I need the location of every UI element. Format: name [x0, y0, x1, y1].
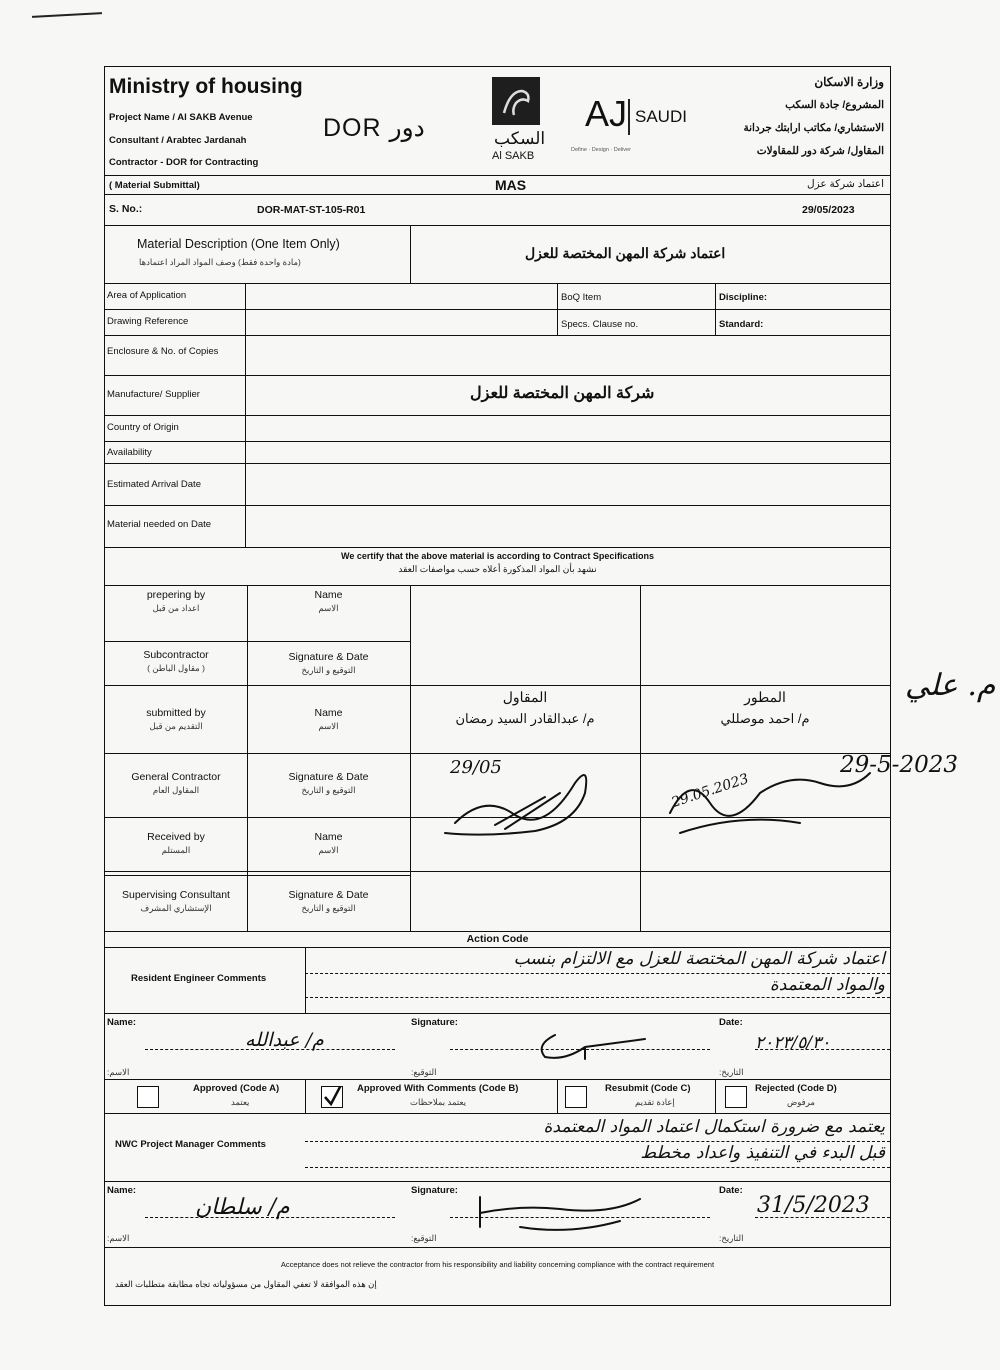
- sigdate-label-1: Signature & Date: [288, 651, 369, 663]
- pm-comment-line-2: قبل البدء في التنفيذ واعداد مخطط: [640, 1143, 885, 1163]
- general-contractor-label-ar: المقاول العام: [152, 785, 200, 795]
- ar-submittal-label: اعتماد شركة عزل: [806, 178, 884, 190]
- enclosure-label: Enclosure & No. of Copies: [107, 346, 219, 357]
- re-date-label-ar: :التاريخ: [719, 1067, 744, 1077]
- pm-name-handwritten: م/ سلطان: [195, 1195, 290, 1220]
- sigdate-label-2: Signature & Date: [288, 771, 369, 783]
- pm-date-label-ar: :التاريخ: [719, 1233, 744, 1243]
- re-date-handwritten: ٢٠٢٣/٥/٣٠: [755, 1033, 831, 1053]
- availability-label: Availability: [107, 447, 152, 458]
- preparing-by-label-ar: اعداد من قبل: [152, 603, 200, 613]
- name-label-3-ar: الاسم: [318, 845, 339, 855]
- sakb-logo-icon: [492, 77, 540, 125]
- subcontractor-label-ar: ( مقاول الباطن ): [147, 663, 205, 673]
- rejected-code-d-label-ar: مرفوض: [787, 1097, 815, 1107]
- sigdate-label-1-ar: التوقيع و التاريخ: [301, 665, 356, 675]
- submittal-date: 29/05/2023: [802, 204, 855, 216]
- resident-engineer-comments-label: Resident Engineer Comments: [131, 973, 267, 984]
- mas-label: MAS: [495, 177, 527, 193]
- submitted-by-label-ar: التقديم من قبل: [149, 721, 203, 731]
- material-desc-value: اعتماد شركة المهن المختصة للعزل: [525, 245, 726, 261]
- contractor-signature: [425, 753, 635, 843]
- contractor-party-title: المقاول: [502, 689, 548, 705]
- developer-signature: [650, 753, 890, 853]
- pm-signature-label-ar: :التوقيع: [411, 1233, 437, 1243]
- pm-signature: [460, 1187, 650, 1237]
- name-label-2-ar: الاسم: [318, 721, 339, 731]
- ar-ministry: وزارة الاسكان: [814, 75, 884, 89]
- project-name: Project Name / Al SAKB Avenue: [109, 112, 253, 123]
- pm-date-label: Date:: [719, 1185, 743, 1196]
- rejected-code-d-checkbox[interactable]: [725, 1086, 747, 1108]
- ar-contractor: المقاول/ شركة دور للمقاولات: [756, 145, 884, 157]
- material-desc-label: Material Description (One Item Only): [137, 237, 340, 251]
- specs-clause-label: Specs. Clause no.: [561, 319, 639, 330]
- subcontractor-label: Subcontractor: [143, 649, 209, 661]
- approved-code-b-checkbox[interactable]: [321, 1086, 343, 1108]
- re-date-label: Date:: [719, 1017, 743, 1028]
- certify-text-ar: نشهد بأن المواد المذكورة أعلاه حسب مواصفات العقد: [398, 564, 597, 574]
- supervising-consultant-label-ar: الإستشاري المشرف: [140, 903, 212, 913]
- consultant-name: Consultant / Arabtec Jardanah: [109, 135, 247, 146]
- aj-logo-divider: [628, 99, 630, 135]
- name-label-1-ar: الاسم: [318, 603, 339, 613]
- approved-code-b-label-ar: يعتمد بملاحظات: [410, 1097, 466, 1107]
- aj-tagline: Define · Design · Deliver: [571, 147, 631, 153]
- re-comment-line-2: والمواد المعتمدة: [769, 975, 885, 995]
- dor-logo: DOR دور: [323, 114, 425, 142]
- pm-name-label-ar: :الاسم: [107, 1233, 130, 1243]
- re-name-label-ar: :الاسم: [107, 1067, 130, 1077]
- contractor-party-name: م/ عبدالقادر السيد رمضان: [455, 711, 595, 726]
- boq-item-label: BoQ Item: [561, 292, 602, 303]
- certify-text: We certify that the above material is according to Contract Specifications: [341, 551, 654, 561]
- handwritten-margin-name: م. علي: [905, 668, 996, 703]
- discipline-label: Discipline:: [719, 292, 768, 303]
- pm-name-label: Name:: [107, 1185, 137, 1196]
- general-contractor-label: General Contractor: [131, 771, 221, 783]
- sakb-logo-ar: السكب: [494, 129, 546, 148]
- footer-disclaimer-ar: إن هذه الموافقة لا تعفي المقاول من مسؤولياته تجاه مطابقة متطلبات العقد: [115, 1279, 377, 1289]
- re-comment-line-1: اعتماد شركة المهن المختصة للعزل مع الالتزام بنسب: [513, 949, 885, 969]
- pen-mark: [32, 12, 102, 18]
- sigdate-label-3: Signature & Date: [288, 889, 369, 901]
- re-signature-label-ar: :التوقيع: [411, 1067, 437, 1077]
- resubmit-code-c-label: Resubmit (Code C): [605, 1083, 691, 1094]
- arrival-date-label: Estimated Arrival Date: [107, 479, 201, 490]
- drawing-reference-label: Drawing Reference: [107, 316, 189, 327]
- received-by-label: Received by: [147, 831, 205, 843]
- name-label-1: Name: [314, 589, 343, 601]
- ministry-title: Ministry of housing: [109, 75, 303, 98]
- material-needed-label: Material needed on Date: [107, 519, 212, 530]
- developer-party-name: م/ احمد موصللي: [720, 711, 810, 726]
- ar-project: المشروع/ جادة السكب: [785, 99, 884, 111]
- material-submittal-form: [104, 66, 891, 1306]
- approved-code-a-label-ar: يعتمد: [231, 1097, 250, 1107]
- sigdate-label-2-ar: التوقيع و التاريخ: [301, 785, 356, 795]
- material-desc-label-ar: (مادة واحدة فقط) وصف المواد المراد اعتمادها: [139, 257, 301, 267]
- contractor-name: Contractor - DOR for Contracting: [109, 157, 259, 168]
- sno-value: DOR-MAT-ST-105-R01: [257, 204, 366, 216]
- approved-code-a-label: Approved (Code A): [193, 1083, 280, 1094]
- sno-label: S. No.:: [109, 203, 143, 215]
- aj-logo: AJ: [585, 93, 628, 134]
- developer-party-title: المطور: [744, 689, 786, 705]
- approved-code-a-checkbox[interactable]: [137, 1086, 159, 1108]
- submittal-label: ( Material Submittal): [109, 180, 200, 191]
- manufacturer-value: شركة المهن المختصة للعزل: [470, 385, 655, 402]
- pm-comment-line-1: يعتمد مع ضرورة استكمال اعتماد المواد المعتمدة: [543, 1117, 885, 1137]
- submitted-by-label: submitted by: [146, 707, 206, 719]
- aj-saudi-text: SAUDI: [635, 107, 687, 126]
- ar-consultant: الاستشاري/ مكاتب ارابتك جردانة: [743, 122, 884, 134]
- footer-disclaimer: Acceptance does not relieve the contractor from his responsibility and liability concerning compliance with the contract requirement: [280, 1260, 715, 1269]
- approved-code-b-label: Approved With Comments (Code B): [357, 1083, 519, 1094]
- sigdate-label-3-ar: التوقيع و التاريخ: [301, 903, 356, 913]
- received-by-label-ar: المستلم: [161, 845, 191, 855]
- re-name-label: Name:: [107, 1017, 137, 1028]
- preparing-by-label: prepering by: [146, 589, 206, 601]
- supervising-consultant-label: Supervising Consultant: [122, 889, 230, 901]
- re-name-handwritten: م/ عبدالله: [245, 1029, 324, 1051]
- manufacturer-label: Manufacture/ Supplier: [107, 389, 200, 400]
- re-signature: [525, 1025, 655, 1065]
- handwritten-margin-date: 29-5-2023: [840, 752, 958, 778]
- standard-label: Standard:: [719, 319, 764, 330]
- name-label-2: Name: [314, 707, 343, 719]
- pm-date-handwritten: 31/5/2023: [757, 1193, 870, 1218]
- resubmit-code-c-checkbox[interactable]: [565, 1086, 587, 1108]
- pm-signature-label: Signature:: [411, 1185, 458, 1196]
- name-label-3: Name: [314, 831, 343, 843]
- re-signature-label: Signature:: [411, 1017, 458, 1028]
- nwc-pm-comments-label: NWC Project Manager Comments: [115, 1139, 266, 1150]
- resubmit-code-c-label-ar: إعادة تقديم: [635, 1097, 675, 1107]
- developer-sign-date: 29.05.2023: [669, 771, 751, 811]
- contractor-sign-date: 29/05: [450, 757, 502, 778]
- action-code-title: Action Code: [466, 933, 529, 945]
- country-of-origin-label: Country of Origin: [107, 422, 179, 433]
- rejected-code-d-label: Rejected (Code D): [755, 1083, 837, 1094]
- sakb-logo-en: Al SAKB: [492, 150, 535, 162]
- area-of-application-label: Area of Application: [107, 290, 187, 301]
